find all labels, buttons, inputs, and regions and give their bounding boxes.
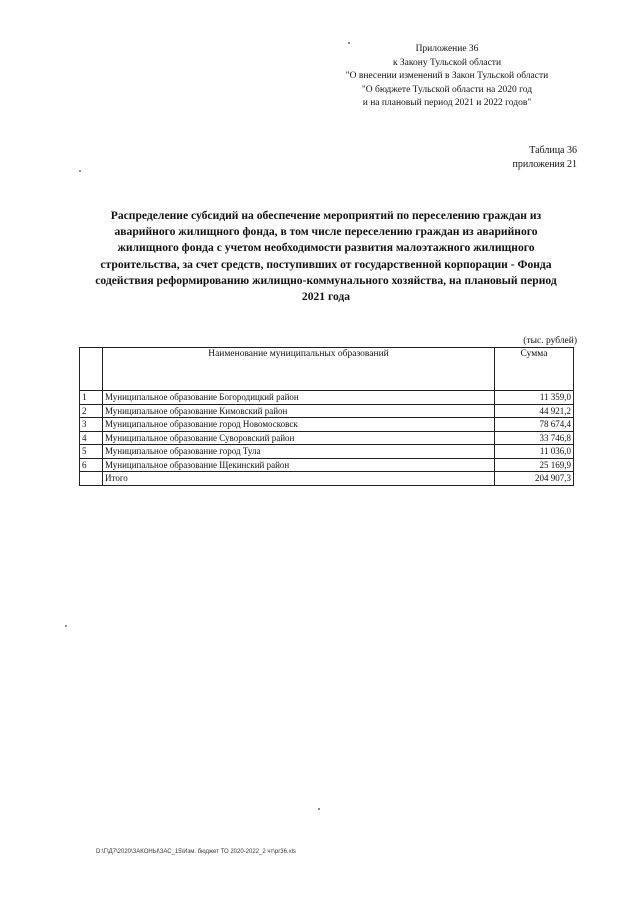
- scan-speck: [79, 170, 81, 172]
- table-row: [80, 418, 574, 432]
- row-sum: 11 359,0: [495, 391, 574, 405]
- row-number: 6: [80, 458, 103, 472]
- total-sum: 204 907,3: [495, 472, 574, 486]
- units-label: (тыс. рублей): [523, 336, 577, 346]
- table-row: [80, 445, 574, 459]
- header-name-cell: Наименование муниципальных образований: [103, 348, 495, 391]
- total-label: Итого: [103, 472, 495, 486]
- total-row: [80, 472, 574, 486]
- row-name: Муниципальное образование город Новомосковск: [103, 418, 495, 432]
- row-number: 4: [80, 431, 103, 445]
- table-row: [80, 458, 574, 472]
- row-name: Муниципальное образование Кимовский район: [103, 404, 495, 418]
- row-name: Муниципальное образование Богородицкий район: [103, 391, 495, 405]
- row-number: 2: [80, 404, 103, 418]
- appendix-line: к Закону Тульской области: [392, 57, 502, 68]
- table-row: [80, 391, 574, 405]
- subsidy-table: [79, 347, 574, 486]
- scan-speck: [65, 625, 67, 627]
- table-row: [80, 431, 574, 445]
- appendix-header: [317, 43, 577, 111]
- appendix-number: приложения 21: [512, 159, 577, 170]
- row-sum: 11 036,0: [495, 445, 574, 459]
- scan-speck: [318, 808, 320, 810]
- row-sum: 44 921,2: [495, 404, 574, 418]
- appendix-line: Приложение 36: [415, 44, 479, 54]
- table-number: Таблица 36: [529, 145, 577, 156]
- row-name: Муниципальное образование Суворовский район: [103, 431, 495, 445]
- header-num-cell: [80, 348, 103, 391]
- scan-speck: [348, 42, 350, 44]
- row-number: 1: [80, 391, 103, 405]
- row-number: 5: [80, 445, 103, 459]
- row-sum: 33 746,8: [495, 431, 574, 445]
- row-name: Муниципальное образование город Тула: [103, 445, 495, 459]
- table-header-row: [80, 348, 574, 391]
- table-reference: [457, 144, 577, 172]
- document-title: Распределение субсидий на обеспечение мероприятий по переселению граждан из аварийного жилищного фонда, в том числе переселению граждан из аварийного жилищного фонда с учетом необходимости развития малоэтажного жилищного строительства, за счет средств, поступивших от государственной корпорации - Фонда содействия реформированию жилищно-коммунального хозяйства, на плановый период 2021 года: [95, 209, 557, 304]
- total-number-cell: [80, 472, 103, 486]
- file-path-footer: D:\Г\Д7\2020\ЗАКОНЫ\ЗАС_15\Изм. бюджет ТО 2020-2022_2 чт\pr36.xls: [96, 849, 296, 855]
- appendix-line: и на плановый период 2021 и 2022 годов": [362, 98, 532, 108]
- table-row: [80, 404, 574, 418]
- appendix-line: "О внесении изменений в Закон Тульской области: [345, 71, 549, 81]
- row-sum: 25 169,9: [495, 458, 574, 472]
- header-sum-cell: Сумма: [495, 348, 574, 391]
- row-sum: 78 674,4: [495, 418, 574, 432]
- row-name: Муниципальное образование Щекинский район: [103, 458, 495, 472]
- row-number: 3: [80, 418, 103, 432]
- appendix-line: "О бюджете Тульской области на 2020 год: [361, 84, 533, 95]
